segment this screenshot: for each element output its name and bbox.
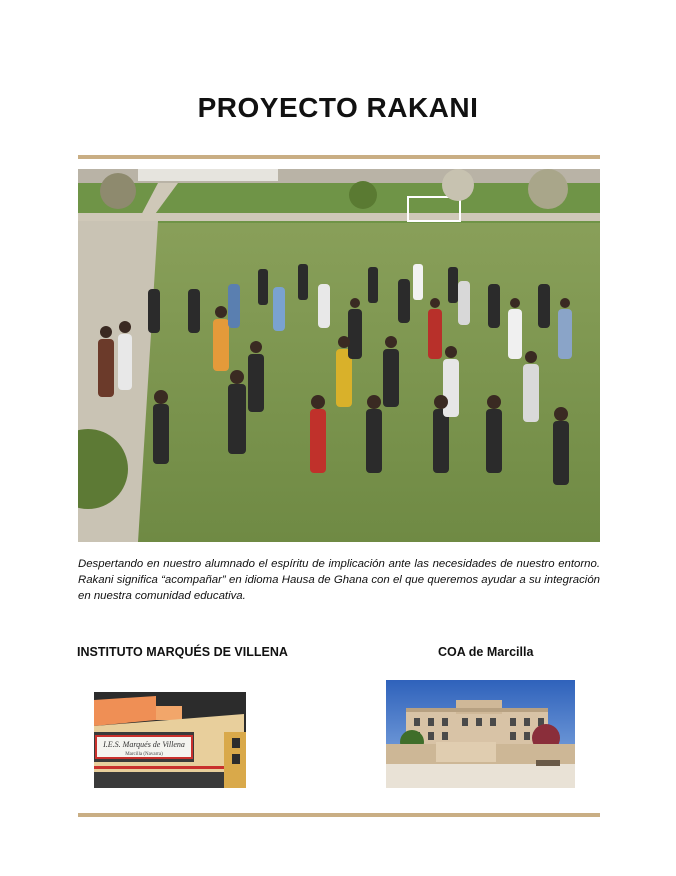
logo-sign-line1: I.E.S. Marqués de Villena <box>103 740 185 749</box>
institute-logo-illustration <box>94 692 246 788</box>
logo-sign-line2: Marcilla (Navarra) <box>125 752 163 757</box>
institution-name-left: INSTITUTO MARQUÉS DE VILLENA <box>77 645 288 659</box>
coa-building-photo <box>386 680 575 788</box>
coa-building-illustration <box>386 680 575 788</box>
bottom-divider <box>78 813 600 817</box>
group-photo <box>78 169 600 542</box>
group-photo-illustration <box>78 169 600 542</box>
institution-name-right: COA de Marcilla <box>438 645 534 659</box>
top-divider <box>78 155 600 159</box>
photo-caption: Despertando en nuestro alumnado el espíritu de implicación ante las necesidades de nuestro entorno. Rakani significa “acompañar” en idioma Hausa de Ghana con el que queremos ayudar a su integración en nuestra comunidad educativa. <box>78 558 600 602</box>
institute-logo <box>94 692 246 788</box>
page-title: PROYECTO RAKANI <box>197 92 479 123</box>
